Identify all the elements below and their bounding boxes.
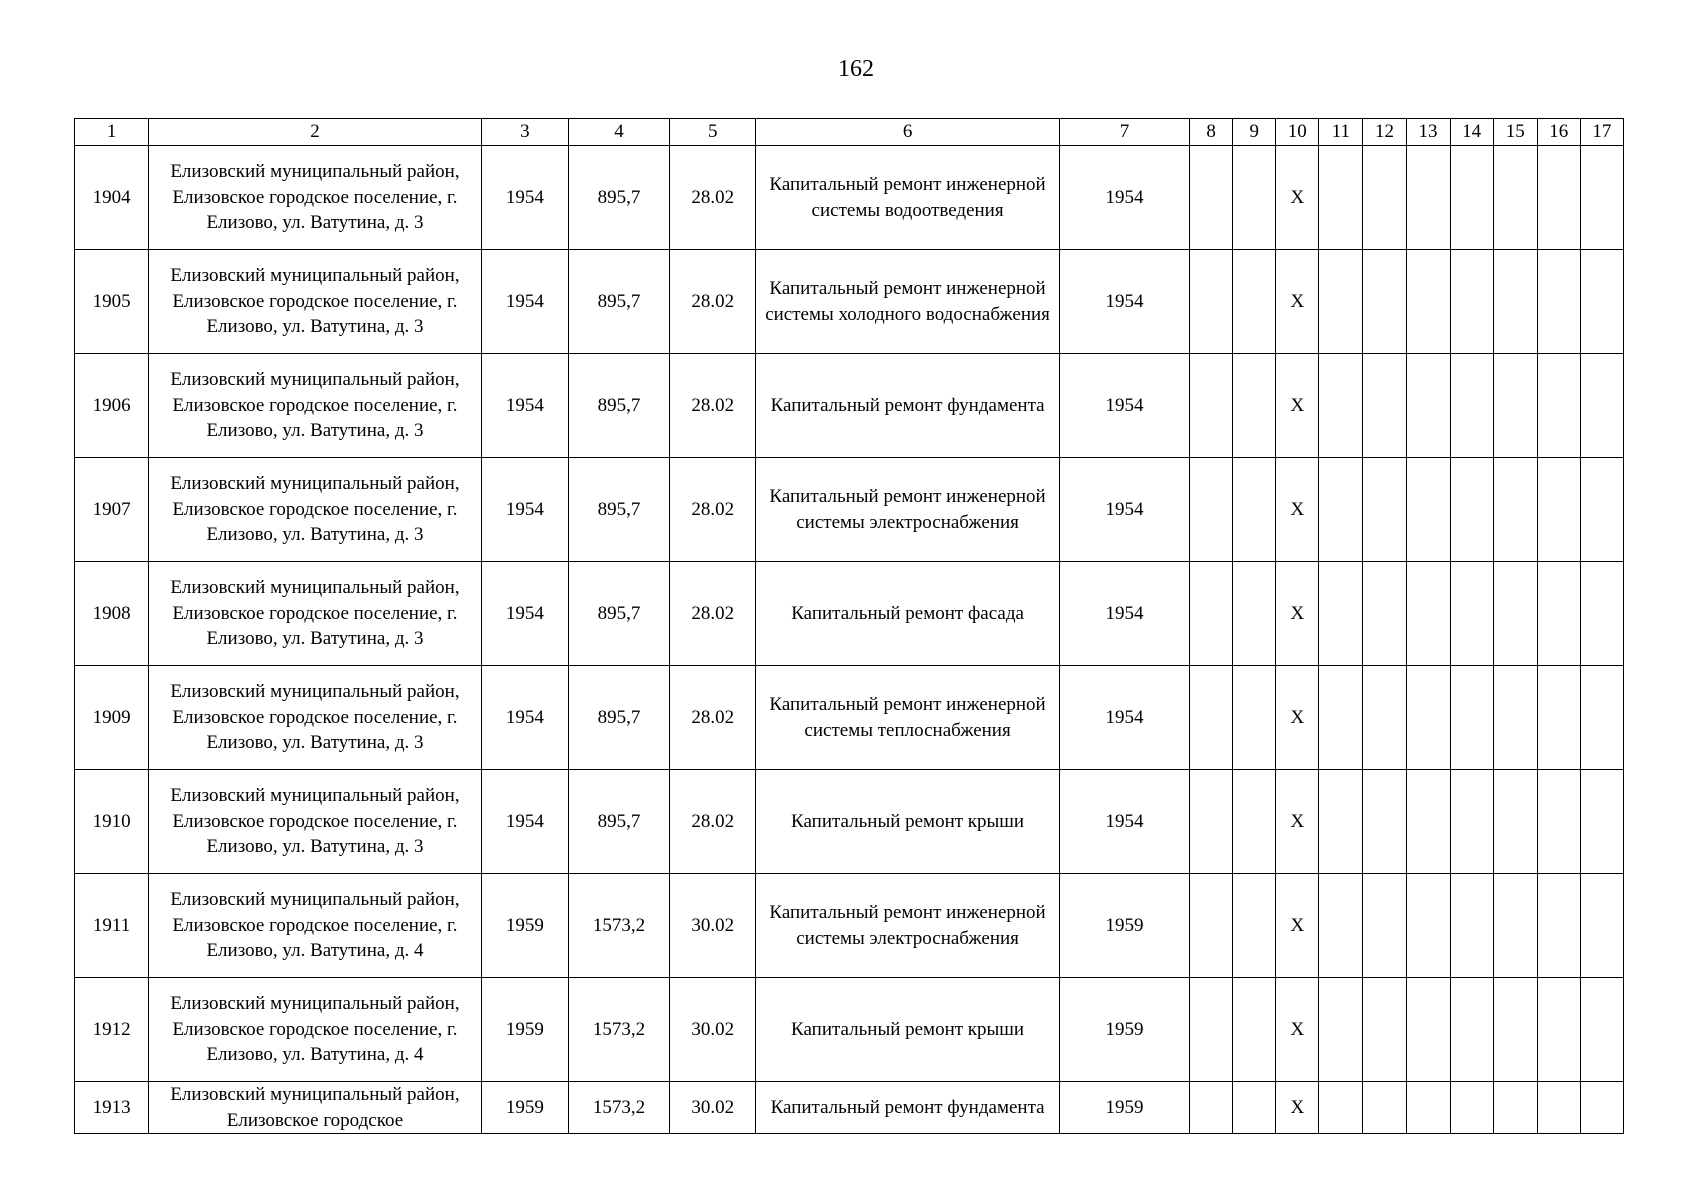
column-header: 3 bbox=[481, 119, 568, 146]
year-cell: 1959 bbox=[481, 1082, 568, 1134]
code-cell: 28.02 bbox=[670, 458, 756, 562]
column-header: 10 bbox=[1276, 119, 1319, 146]
empty-cell bbox=[1450, 770, 1493, 874]
empty-cell bbox=[1406, 666, 1450, 770]
work-type-cell: Капитальный ремонт инженерной системы холодного водоснабжения bbox=[756, 250, 1060, 354]
year-cell: 1954 bbox=[481, 146, 568, 250]
column-header: 8 bbox=[1190, 119, 1233, 146]
empty-cell bbox=[1537, 146, 1580, 250]
year-cell: 1954 bbox=[1059, 146, 1189, 250]
year-cell: 1954 bbox=[481, 354, 568, 458]
year-cell: 1954 bbox=[481, 666, 568, 770]
empty-cell bbox=[1233, 770, 1276, 874]
empty-cell bbox=[1190, 666, 1233, 770]
empty-cell bbox=[1190, 562, 1233, 666]
empty-cell bbox=[1319, 354, 1363, 458]
empty-cell bbox=[1450, 354, 1493, 458]
row-number-cell: 1913 bbox=[75, 1082, 149, 1134]
work-type-cell: Капитальный ремонт инженерной системы водоотведения bbox=[756, 146, 1060, 250]
code-cell: 28.02 bbox=[670, 666, 756, 770]
code-cell: 28.02 bbox=[670, 146, 756, 250]
empty-cell bbox=[1190, 1082, 1233, 1134]
empty-cell bbox=[1190, 458, 1233, 562]
table-row bbox=[75, 250, 1624, 354]
mark-cell: X bbox=[1276, 354, 1319, 458]
table-row bbox=[75, 1082, 1624, 1134]
empty-cell bbox=[1580, 354, 1623, 458]
address-cell: Елизовский муниципальный район, Елизовское городское поселение, г. Елизово, ул. Ватутина, д. 3 bbox=[149, 458, 482, 562]
column-header: 14 bbox=[1450, 119, 1493, 146]
empty-cell bbox=[1450, 250, 1493, 354]
empty-cell bbox=[1537, 458, 1580, 562]
empty-cell bbox=[1319, 666, 1363, 770]
empty-cell bbox=[1406, 770, 1450, 874]
column-header: 17 bbox=[1580, 119, 1623, 146]
empty-cell bbox=[1450, 1082, 1493, 1134]
mark-cell: X bbox=[1276, 146, 1319, 250]
empty-cell bbox=[1363, 770, 1406, 874]
address-cell: Елизовский муниципальный район, Елизовское городское поселение, г. Елизово, ул. Ватутина, д. 3 bbox=[149, 770, 482, 874]
code-cell: 28.02 bbox=[670, 250, 756, 354]
empty-cell bbox=[1233, 874, 1276, 978]
empty-cell bbox=[1319, 1082, 1363, 1134]
empty-cell bbox=[1580, 458, 1623, 562]
empty-cell bbox=[1363, 978, 1406, 1082]
work-type-cell: Капитальный ремонт инженерной системы теплоснабжения bbox=[756, 666, 1060, 770]
code-cell: 30.02 bbox=[670, 1082, 756, 1134]
table-row bbox=[75, 146, 1624, 250]
empty-cell bbox=[1190, 874, 1233, 978]
column-header: 2 bbox=[149, 119, 482, 146]
year-cell: 1954 bbox=[481, 458, 568, 562]
empty-cell bbox=[1190, 978, 1233, 1082]
row-number-cell: 1909 bbox=[75, 666, 149, 770]
empty-cell bbox=[1450, 978, 1493, 1082]
empty-cell bbox=[1450, 666, 1493, 770]
year-cell: 1959 bbox=[1059, 1082, 1189, 1134]
code-cell: 30.02 bbox=[670, 978, 756, 1082]
empty-cell bbox=[1363, 146, 1406, 250]
empty-cell bbox=[1580, 146, 1623, 250]
empty-cell bbox=[1363, 458, 1406, 562]
year-cell: 1954 bbox=[1059, 562, 1189, 666]
empty-cell bbox=[1363, 874, 1406, 978]
empty-cell bbox=[1319, 562, 1363, 666]
column-header: 13 bbox=[1406, 119, 1450, 146]
empty-cell bbox=[1537, 250, 1580, 354]
year-cell: 1954 bbox=[1059, 770, 1189, 874]
empty-cell bbox=[1537, 1082, 1580, 1134]
code-cell: 28.02 bbox=[670, 770, 756, 874]
empty-cell bbox=[1493, 874, 1537, 978]
area-cell: 895,7 bbox=[568, 770, 669, 874]
empty-cell bbox=[1406, 1082, 1450, 1134]
empty-cell bbox=[1580, 562, 1623, 666]
empty-cell bbox=[1493, 354, 1537, 458]
empty-cell bbox=[1190, 770, 1233, 874]
empty-cell bbox=[1580, 1082, 1623, 1134]
empty-cell bbox=[1537, 874, 1580, 978]
column-number-row bbox=[75, 119, 1624, 146]
year-cell: 1959 bbox=[481, 978, 568, 1082]
work-type-cell: Капитальный ремонт фундамента bbox=[756, 354, 1060, 458]
empty-cell bbox=[1233, 978, 1276, 1082]
empty-cell bbox=[1406, 146, 1450, 250]
column-header: 7 bbox=[1059, 119, 1189, 146]
column-header: 5 bbox=[670, 119, 756, 146]
column-header: 6 bbox=[756, 119, 1060, 146]
empty-cell bbox=[1319, 146, 1363, 250]
area-cell: 895,7 bbox=[568, 146, 669, 250]
empty-cell bbox=[1450, 562, 1493, 666]
empty-cell bbox=[1406, 458, 1450, 562]
empty-cell bbox=[1233, 1082, 1276, 1134]
empty-cell bbox=[1493, 458, 1537, 562]
empty-cell bbox=[1406, 354, 1450, 458]
table-body bbox=[75, 119, 1624, 1134]
mark-cell: X bbox=[1276, 562, 1319, 666]
empty-cell bbox=[1233, 562, 1276, 666]
year-cell: 1959 bbox=[1059, 874, 1189, 978]
address-cell: Елизовский муниципальный район, Елизовское городское поселение, г. Елизово, ул. Ватутина, д. 3 bbox=[149, 562, 482, 666]
mark-cell: X bbox=[1276, 978, 1319, 1082]
year-cell: 1954 bbox=[481, 770, 568, 874]
year-cell: 1959 bbox=[481, 874, 568, 978]
empty-cell bbox=[1537, 666, 1580, 770]
address-cell: Елизовский муниципальный район, Елизовское городское поселение, г. Елизово, ул. Ватутина, д. 3 bbox=[149, 666, 482, 770]
area-cell: 895,7 bbox=[568, 666, 669, 770]
empty-cell bbox=[1493, 770, 1537, 874]
work-type-cell: Капитальный ремонт фундамента bbox=[756, 1082, 1060, 1134]
empty-cell bbox=[1319, 458, 1363, 562]
year-cell: 1954 bbox=[1059, 354, 1189, 458]
empty-cell bbox=[1233, 458, 1276, 562]
empty-cell bbox=[1580, 666, 1623, 770]
empty-cell bbox=[1580, 978, 1623, 1082]
register-table bbox=[74, 118, 1624, 1134]
mark-cell: X bbox=[1276, 874, 1319, 978]
empty-cell bbox=[1406, 562, 1450, 666]
column-header: 4 bbox=[568, 119, 669, 146]
row-number-cell: 1911 bbox=[75, 874, 149, 978]
empty-cell bbox=[1450, 146, 1493, 250]
empty-cell bbox=[1537, 354, 1580, 458]
empty-cell bbox=[1450, 458, 1493, 562]
empty-cell bbox=[1363, 562, 1406, 666]
area-cell: 1573,2 bbox=[568, 1082, 669, 1134]
column-header: 12 bbox=[1363, 119, 1406, 146]
year-cell: 1959 bbox=[1059, 978, 1189, 1082]
empty-cell bbox=[1319, 250, 1363, 354]
empty-cell bbox=[1493, 978, 1537, 1082]
mark-cell: X bbox=[1276, 666, 1319, 770]
code-cell: 28.02 bbox=[670, 562, 756, 666]
empty-cell bbox=[1537, 770, 1580, 874]
address-cell: Елизовский муниципальный район, Елизовское городское поселение, г. Елизово, ул. Ватутина, д. 3 bbox=[149, 250, 482, 354]
empty-cell bbox=[1319, 978, 1363, 1082]
empty-cell bbox=[1493, 562, 1537, 666]
row-number-cell: 1906 bbox=[75, 354, 149, 458]
area-cell: 1573,2 bbox=[568, 978, 669, 1082]
empty-cell bbox=[1190, 250, 1233, 354]
row-number-cell: 1912 bbox=[75, 978, 149, 1082]
work-type-cell: Капитальный ремонт фасада bbox=[756, 562, 1060, 666]
column-header: 11 bbox=[1319, 119, 1363, 146]
empty-cell bbox=[1319, 770, 1363, 874]
mark-cell: X bbox=[1276, 250, 1319, 354]
address-cell: Елизовский муниципальный район, Елизовское городское bbox=[149, 1082, 482, 1134]
table-row bbox=[75, 562, 1624, 666]
empty-cell bbox=[1319, 874, 1363, 978]
empty-cell bbox=[1493, 1082, 1537, 1134]
column-header: 1 bbox=[75, 119, 149, 146]
code-cell: 28.02 bbox=[670, 354, 756, 458]
mark-cell: X bbox=[1276, 1082, 1319, 1134]
empty-cell bbox=[1450, 874, 1493, 978]
work-type-cell: Капитальный ремонт крыши bbox=[756, 770, 1060, 874]
area-cell: 1573,2 bbox=[568, 874, 669, 978]
work-type-cell: Капитальный ремонт инженерной системы электроснабжения bbox=[756, 874, 1060, 978]
empty-cell bbox=[1493, 250, 1537, 354]
empty-cell bbox=[1493, 666, 1537, 770]
row-number-cell: 1910 bbox=[75, 770, 149, 874]
empty-cell bbox=[1363, 250, 1406, 354]
area-cell: 895,7 bbox=[568, 562, 669, 666]
empty-cell bbox=[1233, 354, 1276, 458]
empty-cell bbox=[1537, 978, 1580, 1082]
column-header: 9 bbox=[1233, 119, 1276, 146]
row-number-cell: 1905 bbox=[75, 250, 149, 354]
empty-cell bbox=[1537, 562, 1580, 666]
column-header: 16 bbox=[1537, 119, 1580, 146]
empty-cell bbox=[1406, 250, 1450, 354]
mark-cell: X bbox=[1276, 770, 1319, 874]
empty-cell bbox=[1363, 1082, 1406, 1134]
empty-cell bbox=[1580, 770, 1623, 874]
address-cell: Елизовский муниципальный район, Елизовское городское поселение, г. Елизово, ул. Ватутина, д. 3 bbox=[149, 354, 482, 458]
code-cell: 30.02 bbox=[670, 874, 756, 978]
year-cell: 1954 bbox=[1059, 458, 1189, 562]
empty-cell bbox=[1190, 354, 1233, 458]
table-row bbox=[75, 666, 1624, 770]
empty-cell bbox=[1580, 250, 1623, 354]
page-number: 162 bbox=[838, 56, 874, 82]
year-cell: 1954 bbox=[1059, 666, 1189, 770]
empty-cell bbox=[1580, 874, 1623, 978]
empty-cell bbox=[1493, 146, 1537, 250]
year-cell: 1954 bbox=[481, 250, 568, 354]
empty-cell bbox=[1363, 666, 1406, 770]
table-row bbox=[75, 458, 1624, 562]
work-type-cell: Капитальный ремонт инженерной системы электроснабжения bbox=[756, 458, 1060, 562]
address-cell: Елизовский муниципальный район, Елизовское городское поселение, г. Елизово, ул. Ватутина, д. 4 bbox=[149, 874, 482, 978]
row-number-cell: 1908 bbox=[75, 562, 149, 666]
year-cell: 1954 bbox=[1059, 250, 1189, 354]
empty-cell bbox=[1190, 146, 1233, 250]
area-cell: 895,7 bbox=[568, 458, 669, 562]
row-number-cell: 1907 bbox=[75, 458, 149, 562]
empty-cell bbox=[1406, 874, 1450, 978]
table-row bbox=[75, 978, 1624, 1082]
mark-cell: X bbox=[1276, 458, 1319, 562]
empty-cell bbox=[1406, 978, 1450, 1082]
area-cell: 895,7 bbox=[568, 250, 669, 354]
area-cell: 895,7 bbox=[568, 354, 669, 458]
row-number-cell: 1904 bbox=[75, 146, 149, 250]
address-cell: Елизовский муниципальный район, Елизовское городское поселение, г. Елизово, ул. Ватутина, д. 4 bbox=[149, 978, 482, 1082]
column-header: 15 bbox=[1493, 119, 1537, 146]
empty-cell bbox=[1363, 354, 1406, 458]
table-row bbox=[75, 874, 1624, 978]
work-type-cell: Капитальный ремонт крыши bbox=[756, 978, 1060, 1082]
year-cell: 1954 bbox=[481, 562, 568, 666]
empty-cell bbox=[1233, 146, 1276, 250]
empty-cell bbox=[1233, 666, 1276, 770]
empty-cell bbox=[1233, 250, 1276, 354]
table-row bbox=[75, 770, 1624, 874]
table-row bbox=[75, 354, 1624, 458]
address-cell: Елизовский муниципальный район, Елизовское городское поселение, г. Елизово, ул. Ватутина, д. 3 bbox=[149, 146, 482, 250]
